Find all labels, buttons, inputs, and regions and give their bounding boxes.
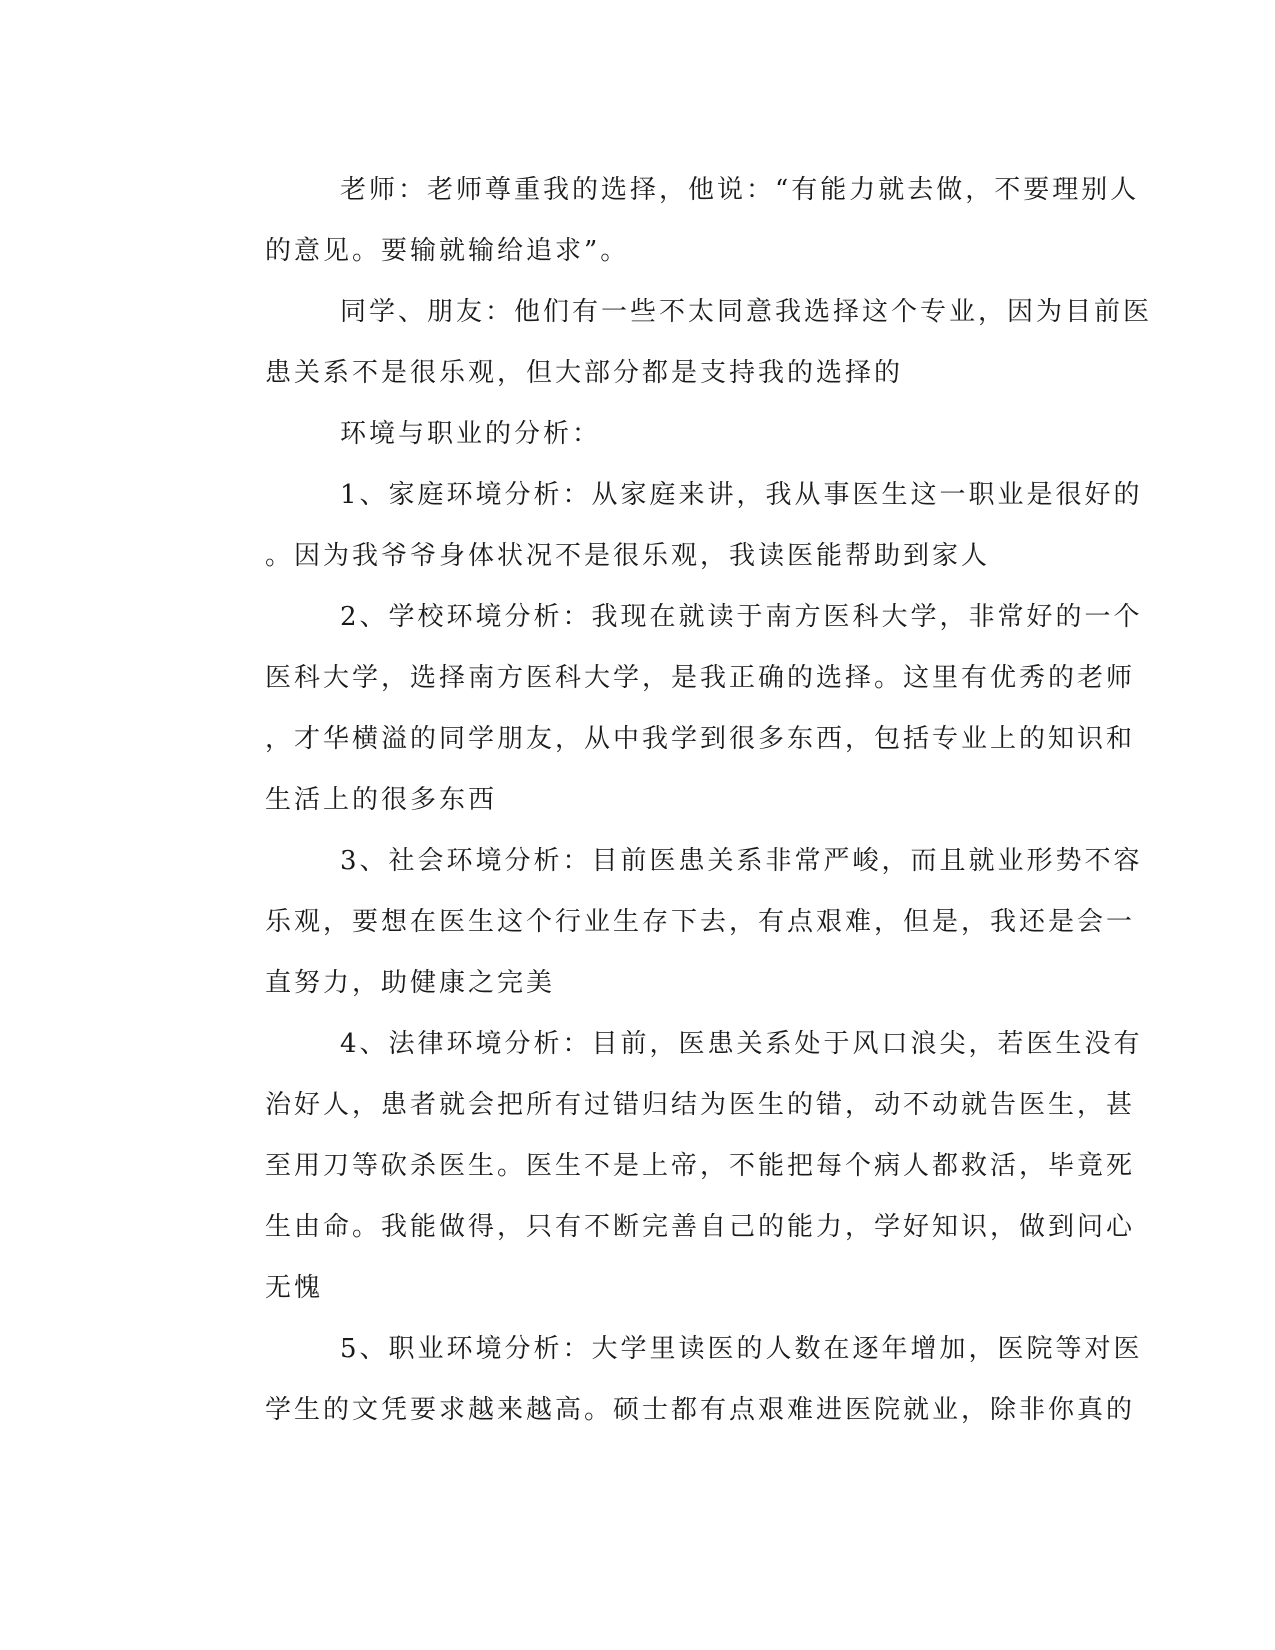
text-line: 直努力，助健康之完美 [265, 968, 556, 998]
text-line: 医科大学，选择南方医科大学，是我正确的选择。这里有优秀的老师 [265, 663, 1136, 693]
paragraph-family [190, 465, 1143, 587]
text-line: 同学、朋友：他们有一些不太同意我选择这个专业，因为目前医 [340, 297, 1153, 327]
text-line: 3、社会环境分析：目前医患关系非常严峻，而且就业形势不容 [340, 846, 1143, 876]
text-line: 患关系不是很乐观，但大部分都是支持我的选择的 [265, 358, 904, 388]
text-line: 至用刀等砍杀医生。医生不是上帝，不能把每个病人都救活，毕竟死 [265, 1151, 1136, 1181]
text-line: 治好人，患者就会把所有过错归结为医生的错，动不动就告医生，甚 [265, 1090, 1136, 1120]
paragraph-career [190, 1319, 1143, 1441]
text-line: 无愧 [265, 1273, 324, 1303]
paragraph-society [190, 831, 1143, 1014]
text-line: 乐观，要想在医生这个行业生存下去，有点艰难，但是，我还是会一 [265, 907, 1136, 937]
text-line: 生由命。我能做得，只有不断完善自己的能力，学好知识，做到问心 [265, 1212, 1136, 1242]
text-line: 的意见。要输就输给追求”。 [265, 236, 630, 266]
text-line: 老师：老师尊重我的选择，他说：“有能力就去做，不要理别人 [340, 175, 1140, 205]
paragraph-teacher [190, 160, 1140, 282]
text-line: 1、家庭环境分析：从家庭来讲，我从事医生这一职业是很好的 [340, 480, 1143, 510]
paragraph-school [190, 587, 1143, 831]
text-line: 4、法律环境分析：目前，医患关系处于风口浪尖，若医生没有 [340, 1029, 1143, 1059]
text-line: 环境与职业的分析： [340, 419, 602, 449]
body-text [190, 160, 1153, 1441]
text-line: 生活上的很多东西 [265, 785, 498, 815]
text-line: 学生的文凭要求越来越高。硕士都有点艰难进医院就业，除非你真的 [265, 1395, 1136, 1425]
paragraph-classmates [190, 282, 1153, 404]
paragraph-law [190, 1014, 1143, 1319]
paragraph-analysis-heading [190, 404, 1070, 465]
text-line: 5、职业环境分析：大学里读医的人数在逐年增加，医院等对医 [340, 1334, 1143, 1364]
text-line: ，才华横溢的同学朋友，从中我学到很多东西，包括专业上的知识和 [265, 724, 1136, 754]
text-line: 。因为我爷爷身体状况不是很乐观，我读医能帮助到家人 [265, 541, 991, 571]
text-line: 2、学校环境分析：我现在就读于南方医科大学，非常好的一个 [340, 602, 1143, 632]
